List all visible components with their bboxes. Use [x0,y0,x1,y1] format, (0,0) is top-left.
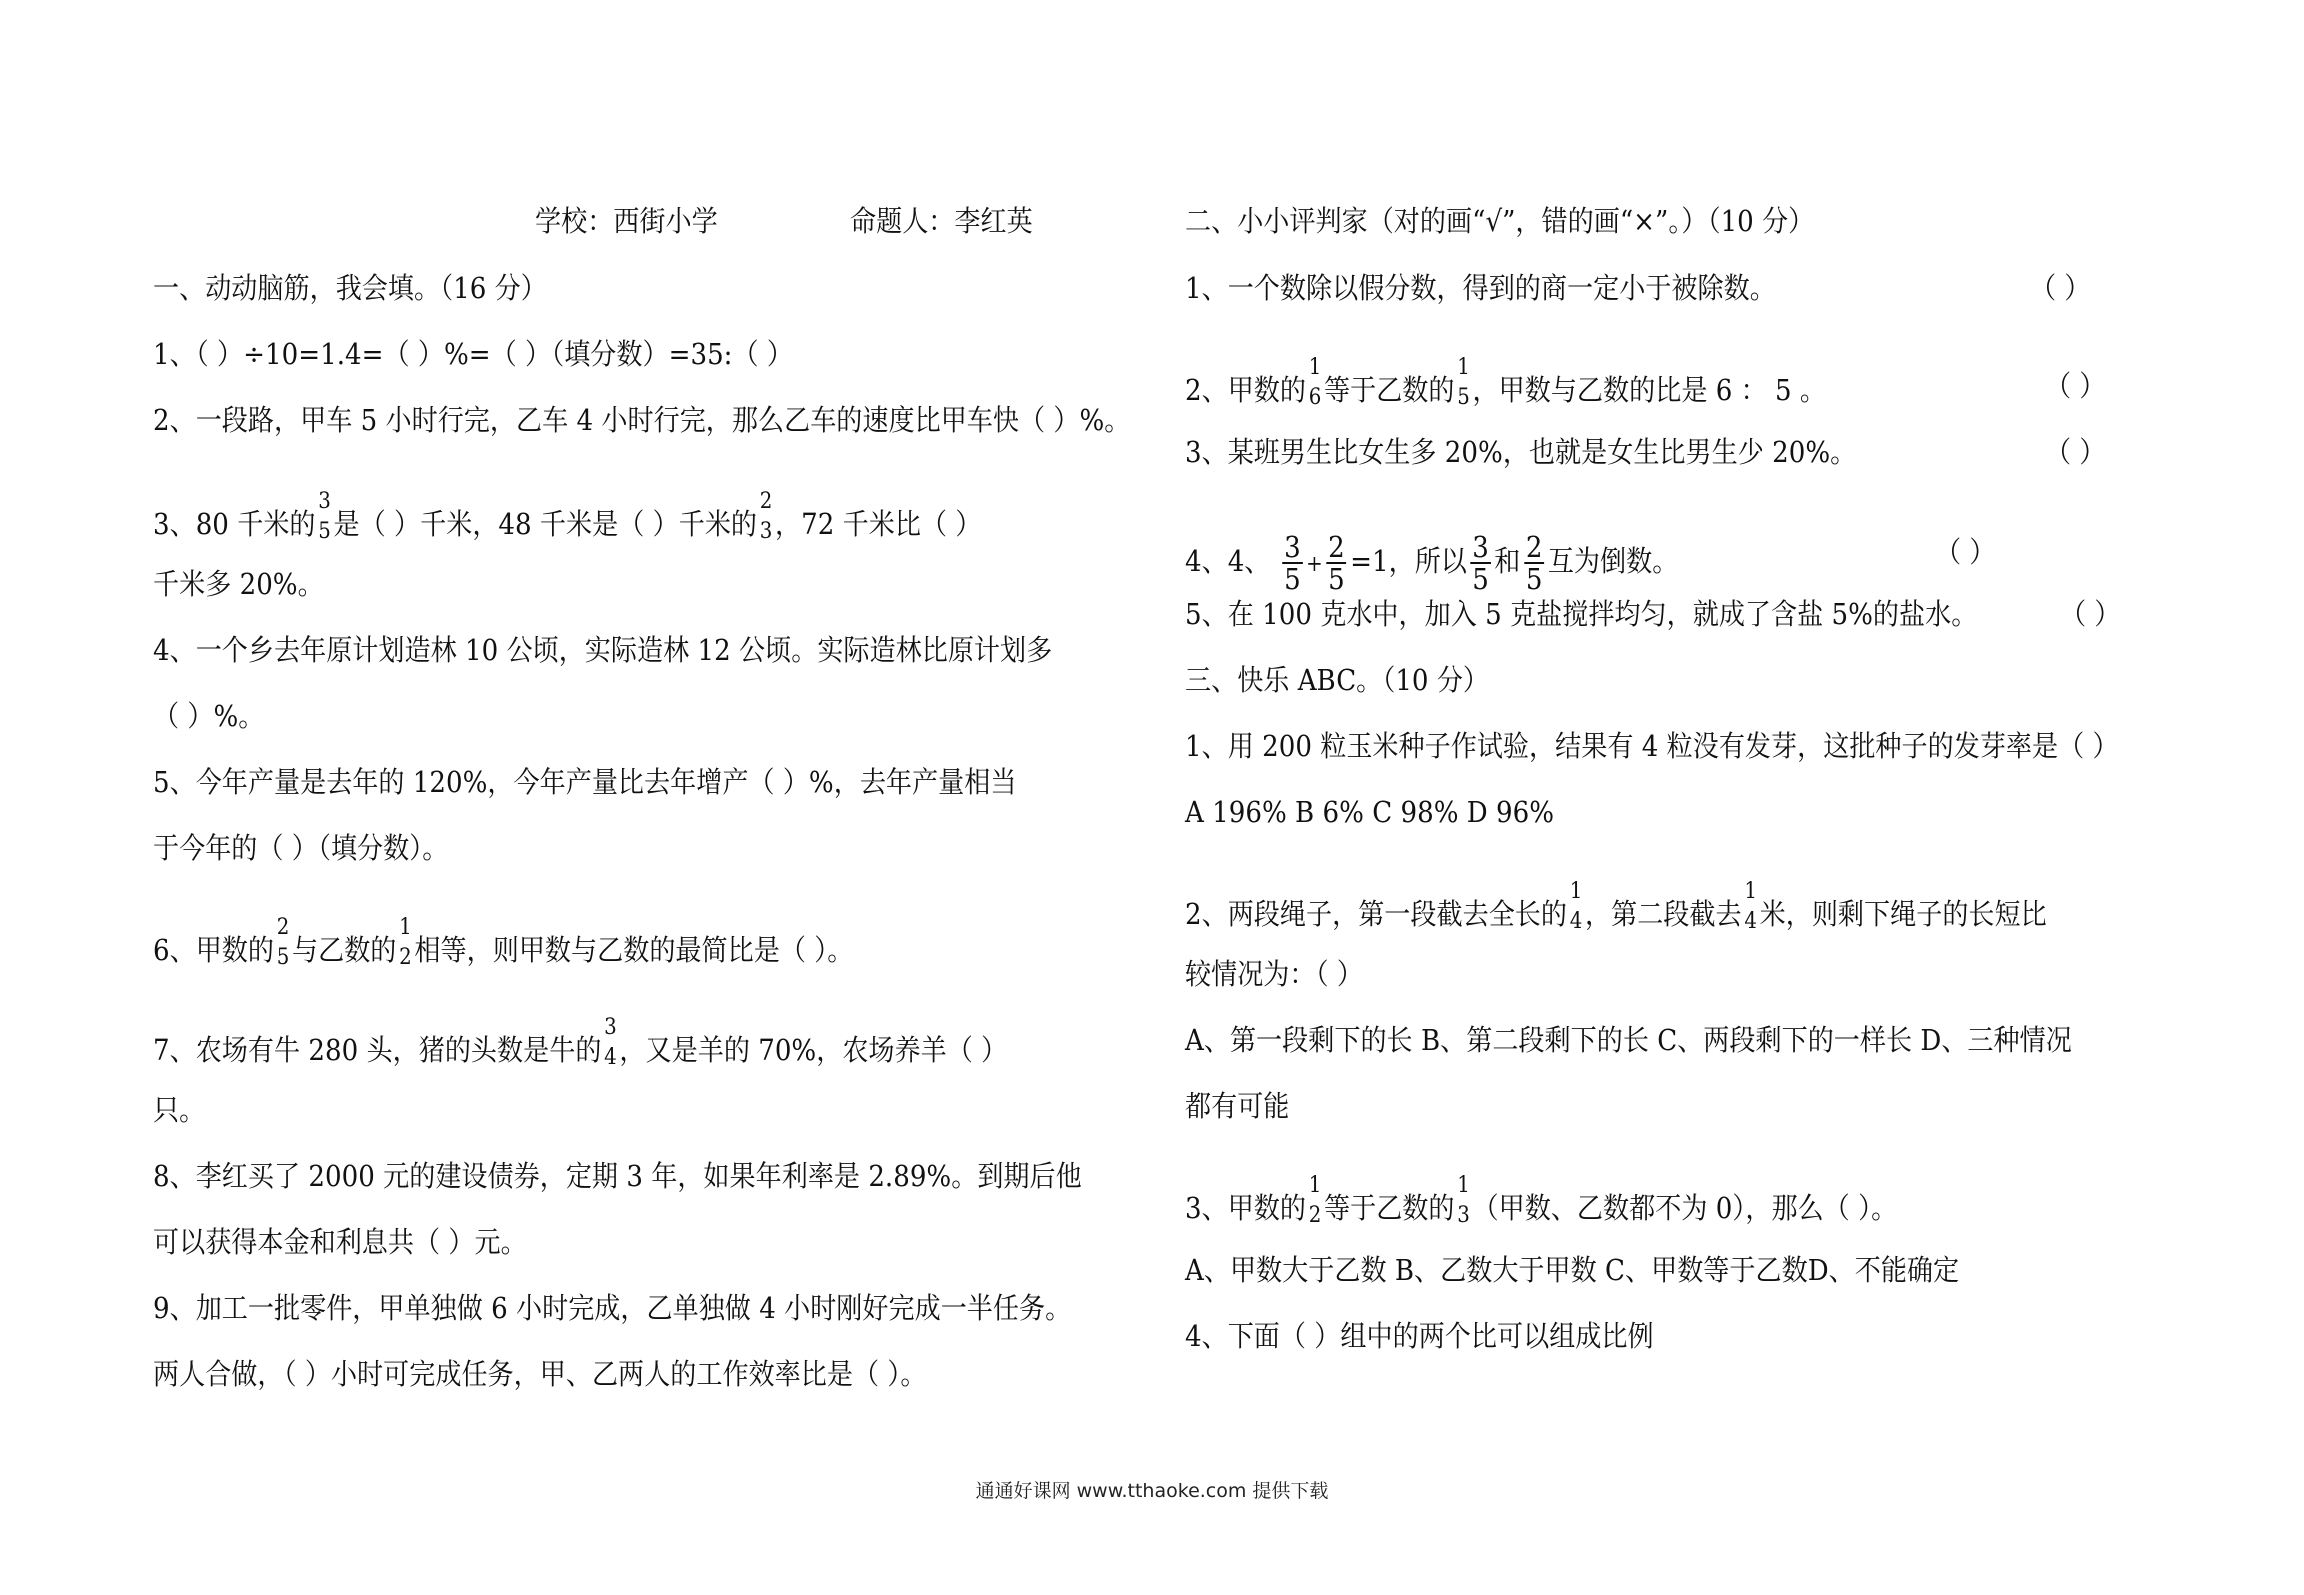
fraction-2-5-a: $\frac{2}{5}$ [1328,530,1345,596]
judge-4-text-c: 和 [1494,544,1521,578]
judge-3: 3、某班男生比女生多 20%，也就是女生比男生少 20%。 [1185,435,1857,469]
section-2-title: 二、小小评判家（对的画“√”，错的画“×”。）（10 分） [1185,204,1815,238]
question-7-text-a: 7、农场有牛 280 头，猪的头数是牛的 [153,1033,602,1067]
school-label: 学校：西街小学 [535,204,718,238]
question-3-line-2: 千米多 20%。 [153,567,324,601]
fraction-3-5-a: $\frac{3}{5}$ [1284,530,1301,596]
judge-5: 5、在 100 克水中，加入 5 克盐搅拌均匀，就成了含盐 5%的盐水。 [1185,597,1978,631]
question-9-line-2: 两人合做，（ ）小时可完成任务，甲、乙两人的工作效率比是（ ）。 [153,1357,927,1391]
choice-3-options: A、甲数大于乙数 B、乙数大于甲数 C、甲数等于乙数D、不能确定 [1185,1253,1960,1287]
judge-2-text-c: ，甲数与乙数的比是 6 ： 5 。 [1472,373,1827,407]
choice-1-options: A 196% B 6% C 98% D 96% [1185,795,1555,829]
question-8-line-2: 可以获得本金和利息共（ ）元。 [153,1225,527,1259]
question-7-text-b: ，又是羊的 70%，农场养羊（ ） [619,1033,1008,1067]
choice-2-text-c: 米，则剩下绳子的长短比 [1759,897,2047,931]
choice-2-text-b: ，第二段截去 [1585,897,1742,931]
question-3-text-b: 是（ ）千米，48 千米是（ ）千米的 [333,507,758,541]
fraction-1-4-b: 1 4 [1744,879,1757,934]
judge-3-answer-paren: （ ） [2045,435,2106,469]
question-4-line-1: 4、一个乡去年原计划造林 10 公顷，实际造林 12 公顷。实际造林比原计划多 [153,633,1053,667]
choice-2-text-a: 2、两段绳子，第一段截去全长的 [1185,897,1568,931]
choice-3-text-c: （甲数、乙数都不为 0），那么（ ）。 [1472,1191,1898,1225]
choice-4: 4、下面（ ）组中的两个比可以组成比例 [1185,1319,1654,1353]
footer-credit: 通通好课网 www.tthaoke.com 提供下载 [975,1480,1329,1502]
judge-4-answer-paren: （ ） [1935,535,1996,569]
question-7-line-1 [153,1015,1008,1076]
fraction-1-2-c: 1 2 [1308,1173,1322,1228]
question-4-line-2: （ ）%。 [153,699,265,733]
judge-1-answer-paren: （ ） [2030,271,2091,305]
section-1-title: 一、动动脑筋，我会填。（16 分） [153,271,547,305]
choice-3-text-b: 等于乙数的 [1324,1191,1455,1225]
plus-sign: + [1306,552,1323,577]
author-label: 命题人：李红英 [850,204,1033,238]
question-9-line-1: 9、加工一批零件，甲单独做 6 小时完成，乙单独做 4 小时刚好完成一半任务。 [153,1291,1072,1325]
fraction-1-3-c: 1 3 [1457,1173,1470,1228]
judge-4-text-b: =1，所以 [1350,544,1467,578]
question-3-text-c: ，72 千米比（ ） [775,507,982,541]
choice-3-text-a: 3、甲数的 [1185,1191,1307,1225]
judge-2-text-a: 2、甲数的 [1185,373,1307,407]
judge-1: 1、一个数除以假分数，得到的商一定小于被除数。 [1185,271,1776,305]
judge-4-text-a: 4、4、 [1185,544,1271,578]
fraction-2-3: 2 3 [759,489,773,544]
question-3-line-1 [153,489,982,550]
fraction-1-6: 1 6 [1308,355,1322,410]
judge-4 [1185,532,1678,594]
question-2: 2、一段路，甲车 5 小时行完，乙车 4 小时行完，那么乙车的速度比甲车快（ ）%。 [153,403,1131,437]
question-6-text-b: 与乙数的 [292,933,397,967]
fraction-1-5: 1 5 [1457,355,1470,410]
question-6 [153,915,854,976]
question-5-line-1: 5、今年产量是去年的 120%，今年产量比去年增产（ ）%，去年产量相当 [153,765,1017,799]
choice-1: 1、用 200 粒玉米种子作试验，结果有 4 粒没有发芽，这批种子的发芽率是（ ） [1185,729,2119,763]
question-8-line-1: 8、李红买了 2000 元的建设债券，定期 3 年，如果年利率是 2.89%。到期后他 [153,1159,1082,1193]
fraction-1-2: 1 2 [399,915,412,970]
question-3-text-a: 3、80 千米的 [153,507,316,541]
choice-2-options-1: A、第一段剩下的长 B、第二段剩下的长 C、两段剩下的一样长 D、三种情况 [1185,1023,2072,1057]
fraction-1-4-a: 1 4 [1569,879,1583,934]
fraction-3-5: 3 5 [318,489,331,544]
judge-5-answer-paren: （ ） [2060,597,2121,631]
question-1: 1、（ ）÷10=1.4=（ ）%=（ ）（填分数）=35:（ ） [153,337,793,371]
fraction-2-5-b: $\frac{2}{5}$ [1525,530,1543,596]
judge-4-text-d: 互为倒数。 [1547,544,1679,578]
fraction-2-5: 2 5 [276,915,290,970]
choice-3 [1185,1173,1898,1234]
fraction-3-4: 3 4 [604,1015,617,1070]
judge-2 [1185,355,1827,416]
section-3-title: 三、快乐 ABC。（10 分） [1185,663,1490,697]
question-6-text-c: 相等，则甲数与乙数的最简比是（ ）。 [414,933,854,967]
question-5-line-2: 于今年的（ ）（填分数）。 [153,831,449,865]
choice-2-options-2: 都有可能 [1185,1089,1290,1123]
judge-2-text-b: 等于乙数的 [1324,373,1455,407]
fraction-3-5-b: $\frac{3}{5}$ [1472,530,1489,596]
question-7-line-2: 只。 [153,1093,206,1127]
choice-2-line-2: 较情况为：（ ） [1185,957,1363,991]
choice-2-line-1 [1185,879,2047,940]
judge-2-answer-paren: （ ） [2045,369,2106,403]
question-6-text-a: 6、甲数的 [153,933,275,967]
